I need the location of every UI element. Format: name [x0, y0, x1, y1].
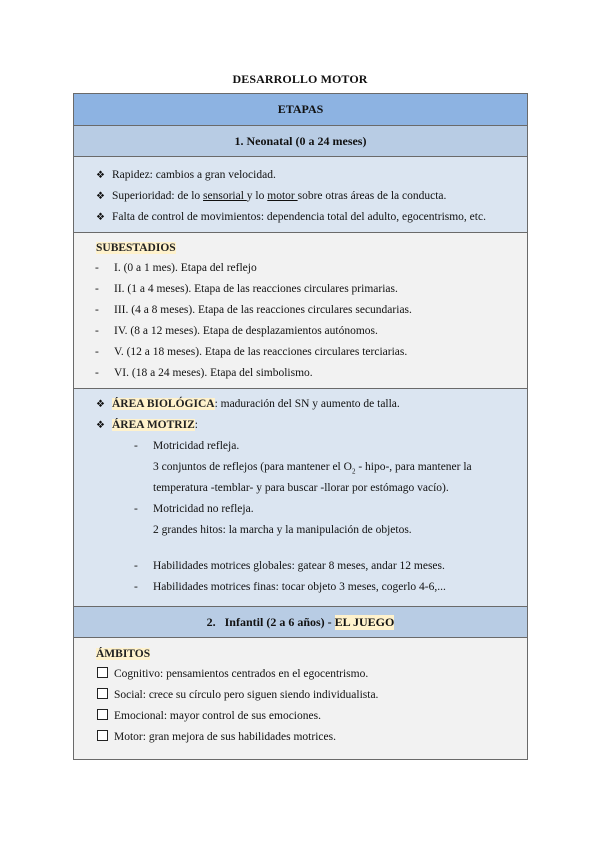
area-biologica: ❖ ÁREA BIOLÓGICA: maduración del SN y aumento de talla.: [74, 394, 527, 415]
ambitos-heading: ÁMBITOS: [96, 648, 151, 660]
diamond-bullet-icon: ❖: [96, 212, 105, 223]
substage-item: - I. (0 a 1 mes). Etapa del reflejo: [95, 262, 257, 274]
stage1-title: 1. Neonatal (0 a 24 meses): [74, 126, 527, 157]
nonreflex-motor-title: - Motricidad no refleja.: [134, 503, 254, 515]
reflex-motor-text-1: 3 conjuntos de reflejos (para mantener el $O_2$ - hipo-, para mantener la: [153, 461, 472, 476]
substage-item: - IV. (8 a 12 meses). Etapa de desplazamientos autónomos.: [95, 325, 378, 337]
checkbox-icon: [97, 667, 108, 678]
substage-item: - III. (4 a 8 meses). Etapa de las reacciones circulares secundarias.: [95, 304, 412, 316]
table-header: ETAPAS: [74, 94, 527, 126]
stages-table: [73, 93, 528, 760]
reflex-motor-title: - Motricidad refleja.: [134, 440, 240, 452]
document-title: DESARROLLO MOTOR: [232, 72, 368, 86]
ambito-item: Social: crece su círculo pero siguen siendo individualista.: [74, 685, 527, 706]
feature-item: ❖ Rapidez: cambios a gran velocidad.: [74, 165, 527, 186]
global-skills: - Habilidades motrices globales: gatear 8 meses, andar 12 meses.: [134, 560, 445, 572]
substage-item: - V. (12 a 18 meses). Etapa de las reacciones circulares terciarias.: [95, 346, 408, 358]
diamond-bullet-icon: ❖: [96, 399, 105, 410]
substages-heading: SUBESTADIOS: [96, 242, 176, 254]
checkbox-icon: [97, 688, 108, 699]
area-motriz: ❖ ÁREA MOTRIZ:: [74, 415, 527, 436]
diamond-bullet-icon: ❖: [96, 420, 105, 431]
stage2-title: 2. Infantil (2 a 6 años) - EL JUEGO: [74, 607, 527, 638]
ambito-item: Cognitivo: pensamientos centrados en el egocentrismo.: [74, 664, 527, 685]
fine-skills: - Habilidades motrices finas: tocar objeto 3 meses, cogerlo 4-6,...: [134, 581, 446, 593]
areas-section: [74, 389, 527, 607]
ambito-item: Emocional: mayor control de sus emociones.: [74, 706, 527, 727]
diamond-bullet-icon: ❖: [96, 191, 105, 202]
substage-item: - II. (1 a 4 meses). Etapa de las reacciones circulares primarias.: [95, 283, 398, 295]
ambitos-section: [74, 638, 527, 760]
substages-section: [74, 233, 527, 389]
feature-item: ❖ Superioridad: de lo sensorial y lo motor sobre otras áreas de la conducta.: [74, 186, 527, 207]
reflex-motor-text-2: temperatura -temblar- y para buscar -llorar por estómago vacío).: [153, 482, 449, 494]
nonreflex-motor-text: 2 grandes hitos: la marcha y la manipulación de objetos.: [153, 524, 412, 536]
feature-item: ❖ Falta de control de movimientos: dependencia total del adulto, egocentrismo, etc.: [74, 207, 527, 228]
checkbox-icon: [97, 709, 108, 720]
stage1-features: [74, 157, 527, 233]
substage-item: - VI. (18 a 24 meses). Etapa del simbolismo.: [95, 367, 313, 379]
checkbox-icon: [97, 730, 108, 741]
diamond-bullet-icon: ❖: [96, 170, 105, 181]
ambito-item: Motor: gran mejora de sus habilidades motrices.: [74, 727, 527, 748]
